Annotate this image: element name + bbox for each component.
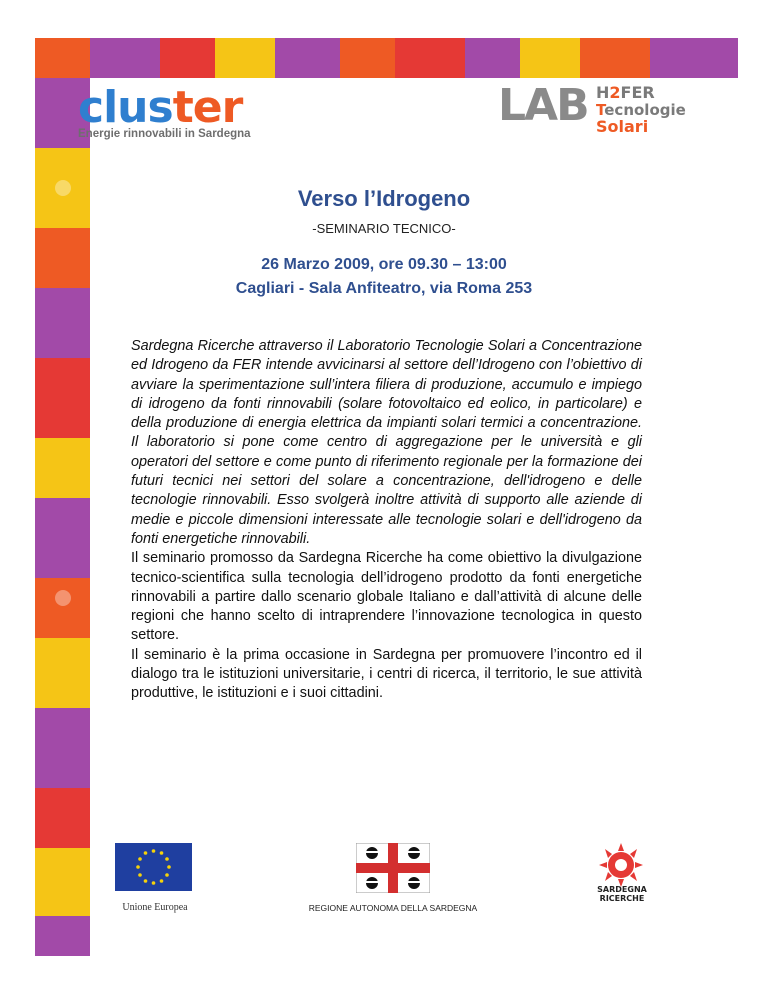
lab-line-1 xyxy=(596,84,655,102)
cluster-tagline: Energie rinnovabili in Sardegna xyxy=(78,128,251,140)
sun-mark xyxy=(595,843,647,887)
event-date: 26 Marzo 2009, ore 09.30 – 13:00 xyxy=(261,256,507,273)
eu-stars xyxy=(115,843,192,891)
description-paragraph-3: Il seminario è la prima occasione in Sardegna per promuovere l’incontro ed il dialogo tra le istituzioni universitarie, i centri di ricerca, il territorio, le sue attività produttive, le istituzioni e i suoi cittadini. xyxy=(131,646,642,702)
event-title: Verso l’Idrogeno xyxy=(297,186,471,211)
event-subtitle: -SEMINARIO TECNICO- xyxy=(312,221,456,236)
cluster-logo xyxy=(78,82,278,140)
cluster-wordmark xyxy=(78,82,278,133)
event-place: Cagliari - Sala Anfiteatro, via Roma 253 xyxy=(235,280,533,297)
lab-2: 2 xyxy=(609,83,621,102)
region-label: REGIONE AUTONOMA DELLA SARDEGNA xyxy=(308,903,478,913)
description-paragraph-2: Il seminario promosso da Sardegna Ricerche ha come obiettivo la divulgazione tecnico-scientifica sulla tecnologia dell’idrogeno prodotto da fonti energetiche rinnovabili a partire dallo scenario globale Italiano e dall’attività di alcune delle regioni che hanno scelto di intraprendere l’innovazione tecnologica in questo settore. xyxy=(131,550,642,644)
lab-word: LAB xyxy=(498,80,588,131)
description-intro: Sardegna Ricerche attraverso il Laboratorio Tecnologie Solari a Concentrazione ed Idrogeno da FER intende avvicinarsi al settore dell’Idrogeno con l’obiettivo di avviare la sperimentazione sull’intera filiera di produzione, accumulo e impiego di idrogeno da fonti rinnovabili (solare fotovoltaico ed eolico, in particolare) e della produzione di energia elettrica da impianti solari termici a concentrazione. Il laboratorio si pone come centro di aggregazione per le università e gli operatori del settore e come punto di riferimento regionale per la formazione dei futuri tecnici nei settori del solare a concentrazione, dell'idrogeno e delle tecnologie rinnovabili. Esso svolgerà inoltre attività di supporto alle aziende di medie e piccole dimensioni interessate alle tecnologie solari e dell'idrogeno da fonti energetiche rinnovabili. xyxy=(131,338,642,547)
cluster-word-b: ter xyxy=(172,82,243,133)
sardegna-ricerche-label xyxy=(582,885,662,903)
sr-label-line-1: SARDEGNA xyxy=(597,885,647,894)
lab-ecnologie: ecnologie xyxy=(604,101,686,119)
lab-h: H xyxy=(596,83,610,102)
four-moors-flag xyxy=(356,843,430,893)
event-description xyxy=(131,337,642,704)
eu-label: Unione Europea xyxy=(122,902,188,913)
lab-line-3: Solari xyxy=(596,117,649,136)
cluster-word-a: clus xyxy=(78,82,173,133)
lab-fer: FER xyxy=(620,83,655,102)
eu-flag-icon xyxy=(115,843,192,891)
lab-t: T xyxy=(596,101,605,119)
sardegna-ricerche-sun-icon xyxy=(595,843,647,887)
sr-label-line-2: RICERCHE xyxy=(599,894,645,903)
sardinia-flag-icon xyxy=(356,843,430,893)
lab-logo xyxy=(498,80,708,144)
